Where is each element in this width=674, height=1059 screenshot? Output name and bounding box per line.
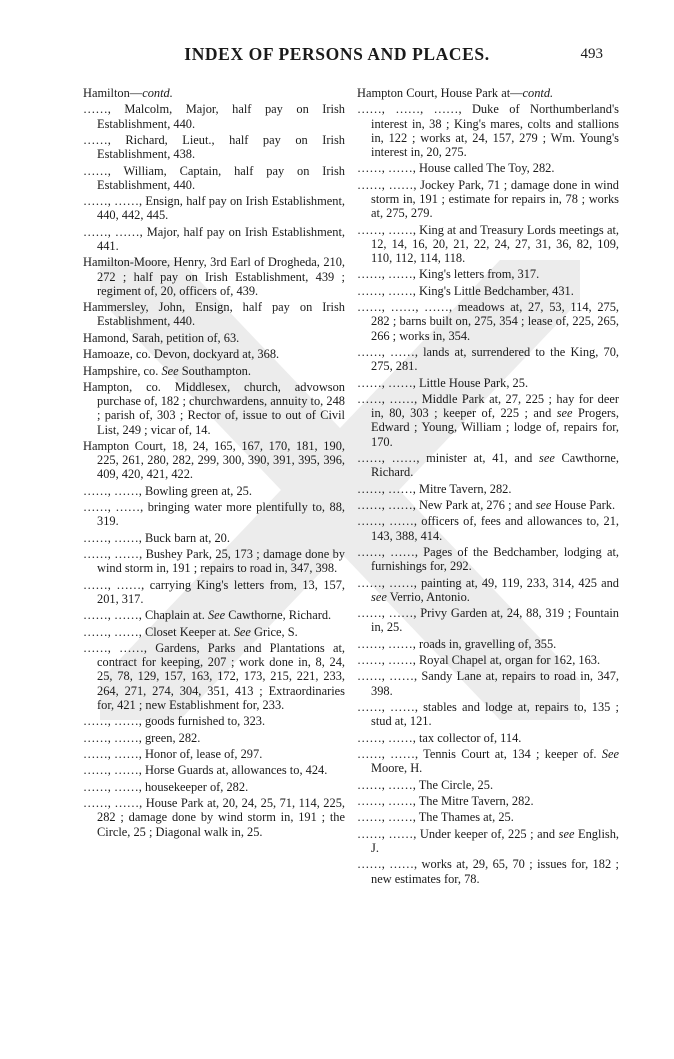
entry-italic-text: see [556,406,573,421]
entry-text: Hampton Court, House Park at— [357,86,523,100]
page-header [0,44,674,70]
index-entry [83,380,345,437]
entry-text: Hampshire, co. [83,363,162,378]
entry-text: ……, ……, House Park at, 20, 24, 25, 71, 114, 225, 282 ; damage done by wind storm in, 191 ; the Circle, 25 ; Diagonal walk in, 25. [83,796,345,839]
index-entry [83,86,345,100]
entry-text: ……, ……, works at, 29, 65, 70 ; issues for, 182 ; new estimates for, 78. [357,857,619,886]
index-entry [83,255,345,298]
entry-italic-text: see [558,826,575,841]
index-entry [83,641,345,712]
entry-italic-text: See [233,624,251,639]
index-entry [357,178,619,221]
index-entry [83,547,345,575]
entry-text: ……, ……, Major, half pay on Irish Establishment, 441. [83,224,345,253]
entry-text: Hampton Court, 18, 24, 165, 167, 170, 181, 190, 225, 261, 280, 282, 299, 300, 390, 391, 395, 396, 409, 420, 421, 422. [83,438,345,482]
entry-text: ……, ……, New Park at, 276 ; and [357,497,536,512]
entry-italic-text: See [601,747,619,762]
entry-text: ……, ……, Gardens, Parks and Plantations at, contract for keeping, 207 ; work done in, 8, 24, 25, 78, 129, 157, 163, 172, 173, 215, 221, 233, 264, 271, 274, 304, 351, 413 ; Extraordinaries for, 421 ; new Establishment for, 233. [83,641,345,712]
entry-text: Cawthorne, Richard. [371,450,619,480]
entry-text: Hamilton— [83,86,143,100]
entry-italic-text: see [539,450,555,465]
index-entry [83,780,345,794]
entry-text: ……, Malcolm, Major, half pay on Irish Establishment, 440. [83,102,345,131]
index-entry [357,606,619,634]
entry-text: House Park. [551,497,616,512]
entry-text: ……, ……, roads in, gravelling of, 355. [357,636,557,651]
index-entry [83,194,345,222]
entry-text: ……, ……, green, 282. [83,730,201,745]
index-entry [357,857,619,885]
index-entry [83,625,345,639]
index-entry [83,364,345,378]
entry-text: ……, ……, House called The Toy, 282. [357,161,555,176]
entry-text: ……, ……, Honor of, lease of, 297. [83,747,263,762]
entry-text: ……, ……, King at and Treasury Lords meetings at, 12, 14, 16, 20, 21, 22, 24, 27, 31, 36, 82, 109, 110, 112, 114, 118. [357,222,619,265]
entry-text: ……, ……, Ensign, half pay on Irish Establishment, 440, 442, 445. [83,194,345,223]
index-entry [83,331,345,345]
entry-italic-text: See [161,363,179,378]
entry-text: ……, ……, carrying King's letters from, 13, 157, 201, 317. [83,577,345,606]
entry-italic-text: see [371,589,387,604]
index-entry [83,747,345,761]
index-entry [83,225,345,253]
index-entry [357,514,619,542]
index-column-right [357,86,619,888]
index-entry [357,223,619,266]
entry-text: ……, ……, goods furnished to, 323. [83,714,266,729]
entry-text: ……, ……, Middle Park at, 27, 225 ; hay for deer in, 80, 303 ; keeper of, 225 ; and [357,391,619,421]
index-entry [357,669,619,697]
index-entry [83,796,345,839]
entry-text: Hammersley, John, Ensign, half pay on Irish Establishment, 440. [83,300,345,329]
index-entry [83,763,345,777]
index-entry [357,376,619,390]
index-entry [83,731,345,745]
entry-text: ……, ……, King's Little Bedchamber, 431. [357,283,574,298]
entry-text: English, J. [371,826,619,856]
entry-text: ……, ……, Under keeper of, 225 ; and [357,826,559,841]
index-entry [83,133,345,161]
entry-text: Progers, Edward ; Young, William ; lodge of, repairs for, 170. [371,406,619,449]
entry-italic-text: See [207,608,226,623]
entry-text: ……, ……, lands at, surrendered to the King, 70, 275, 281. [357,344,619,374]
entry-text: Verrio, Antonio. [386,589,470,604]
index-entry [357,267,619,281]
entry-text: ……, ……, Privy Garden at, 24, 88, 319 ; Fountain in, 25. [357,606,619,635]
entry-italic-text: contd. [522,86,554,100]
entry-text: ……, ……, Sandy Lane at, repairs to road in, 347, 398. [357,669,619,698]
index-entry [83,608,345,622]
index-entry [83,300,345,328]
entry-text: ……, ……, Little House Park, 25. [357,375,529,390]
index-entry [357,700,619,728]
index-entry [357,300,619,343]
index-entry [83,102,345,130]
entry-text: ……, ……, Royal Chapel at, organ for 162, 163. [357,653,601,668]
entry-text: ……, ……, Jockey Park, 71 ; damage done in wind storm in, 191 ; estimate for repairs in, 78 ; works at, 275, 279. [357,177,619,221]
entry-italic-text: see [535,497,552,512]
entry-text: ……, ……, The Thames at, 25. [357,810,514,825]
entry-text: ……, ……, officers of, fees and allowances to, 21, 143, 388, 414. [357,514,619,543]
index-entry [83,439,345,482]
index-entry [83,164,345,192]
entry-text: Hamilton-Moore, Henry, 3rd Earl of Drogheda, 210, 272 ; half pay on Irish Establishment, 439 ; regiment of, 20, officers of, 439. [83,255,345,298]
index-entry [357,637,619,651]
entry-text: ……, ……, Pages of the Bedchamber, lodging at, furnishings for, 292. [357,544,619,574]
index-entry [83,714,345,728]
entry-text: ……, ……, minister at, 41, and [357,450,539,465]
index-entry [83,578,345,606]
entry-text: Hampton, co. Middlesex, church, advowson purchase of, 182 ; churchwardens, annuity to, 248 ; parish of, 303 ; Rector of, issue to out of Civil List, 249 ; vicar of, 14. [83,379,345,437]
index-entry [357,498,619,512]
index-entry [357,102,619,159]
entry-text: Grice, S. [250,624,298,639]
entry-text: ……, ……, Horse Guards at, allowances to, 424. [83,763,328,778]
entry-text: ……, ……, Bushey Park, 25, 173 ; damage done by wind storm in, 191 ; repairs to road in, 347, 398. [83,547,345,576]
index-entry [357,86,619,100]
index-column-left [83,86,345,841]
entry-text: Cawthorne, Richard. [225,608,332,623]
index-entry [357,747,619,775]
index-entry [357,482,619,496]
entry-text: ……, ……, ……, meadows at, 27, 53, 114, 275, 282 ; barns built on, 275, 354 ; lease of, 225, 265, 266 ; works in, 354. [357,300,619,343]
index-entry [357,827,619,855]
entry-text: ……, ……, Buck barn at, 20. [83,530,230,545]
entry-text: ……, ……, stables and lodge at, repairs to, 135 ; stud at, 121. [357,700,619,729]
entry-text: Southampton. [178,363,251,378]
index-entry [83,500,345,528]
entry-text: ……, ……, housekeeper of, 282. [83,779,249,794]
index-entry [357,284,619,298]
entry-text: Moore, H. [371,761,423,776]
entry-text: ……, ……, The Circle, 25. [357,777,494,792]
entry-text: ……, ……, Tennis Court at, 134 ; keeper of. [357,747,602,762]
index-entry [357,731,619,745]
entry-italic-text: contd. [142,86,173,100]
entry-text: ……, William, Captain, half pay on Irish Establishment, 440. [83,163,345,192]
entry-text: ……, ……, painting at, 49, 119, 233, 314, 425 and [357,575,619,590]
index-entry [357,576,619,604]
entry-text: ……, ……, Closet Keeper at. [83,624,234,639]
entry-text: ……, Richard, Lieut., half pay on Irish Establishment, 438. [83,132,345,162]
running-title: INDEX OF PERSONS AND PLACES. [184,44,490,64]
entry-text: ……, ……, bringing water more plentifully to, 88, 319. [83,500,345,529]
index-entry [357,653,619,667]
index-entry [83,347,345,361]
entry-text: ……, ……, Mitre Tavern, 282. [357,481,512,496]
entry-text: ……, ……, tax collector of, 114. [357,730,522,745]
entry-text: ……, ……, Bowling green at, 25. [83,483,252,498]
entry-text: Hamond, Sarah, petition of, 63. [83,330,240,345]
entry-text: ……, ……, The Mitre Tavern, 282. [357,794,534,809]
index-entry [83,531,345,545]
page-number: 493 [580,46,603,62]
entry-text: Hamoaze, co. Devon, dockyard at, 368. [83,347,280,362]
entry-text: ……, ……, ……, Duke of Northumberland's interest in, 38 ; King's mares, colts and stallions in, 122 ; works at, 24, 157, 279 ; Wm. Young's interest in, 20, 275. [357,102,619,159]
index-entry [83,484,345,498]
index-entry [357,345,619,373]
index-entry [357,392,619,449]
index-entry [357,161,619,175]
index-entry [357,451,619,479]
entry-text: ……, ……, King's letters from, 317. [357,267,540,282]
index-entry [357,794,619,808]
index-entry [357,778,619,792]
entry-text: ……, ……, Chaplain at. [83,608,208,623]
index-entry [357,545,619,573]
index-entry [357,810,619,824]
